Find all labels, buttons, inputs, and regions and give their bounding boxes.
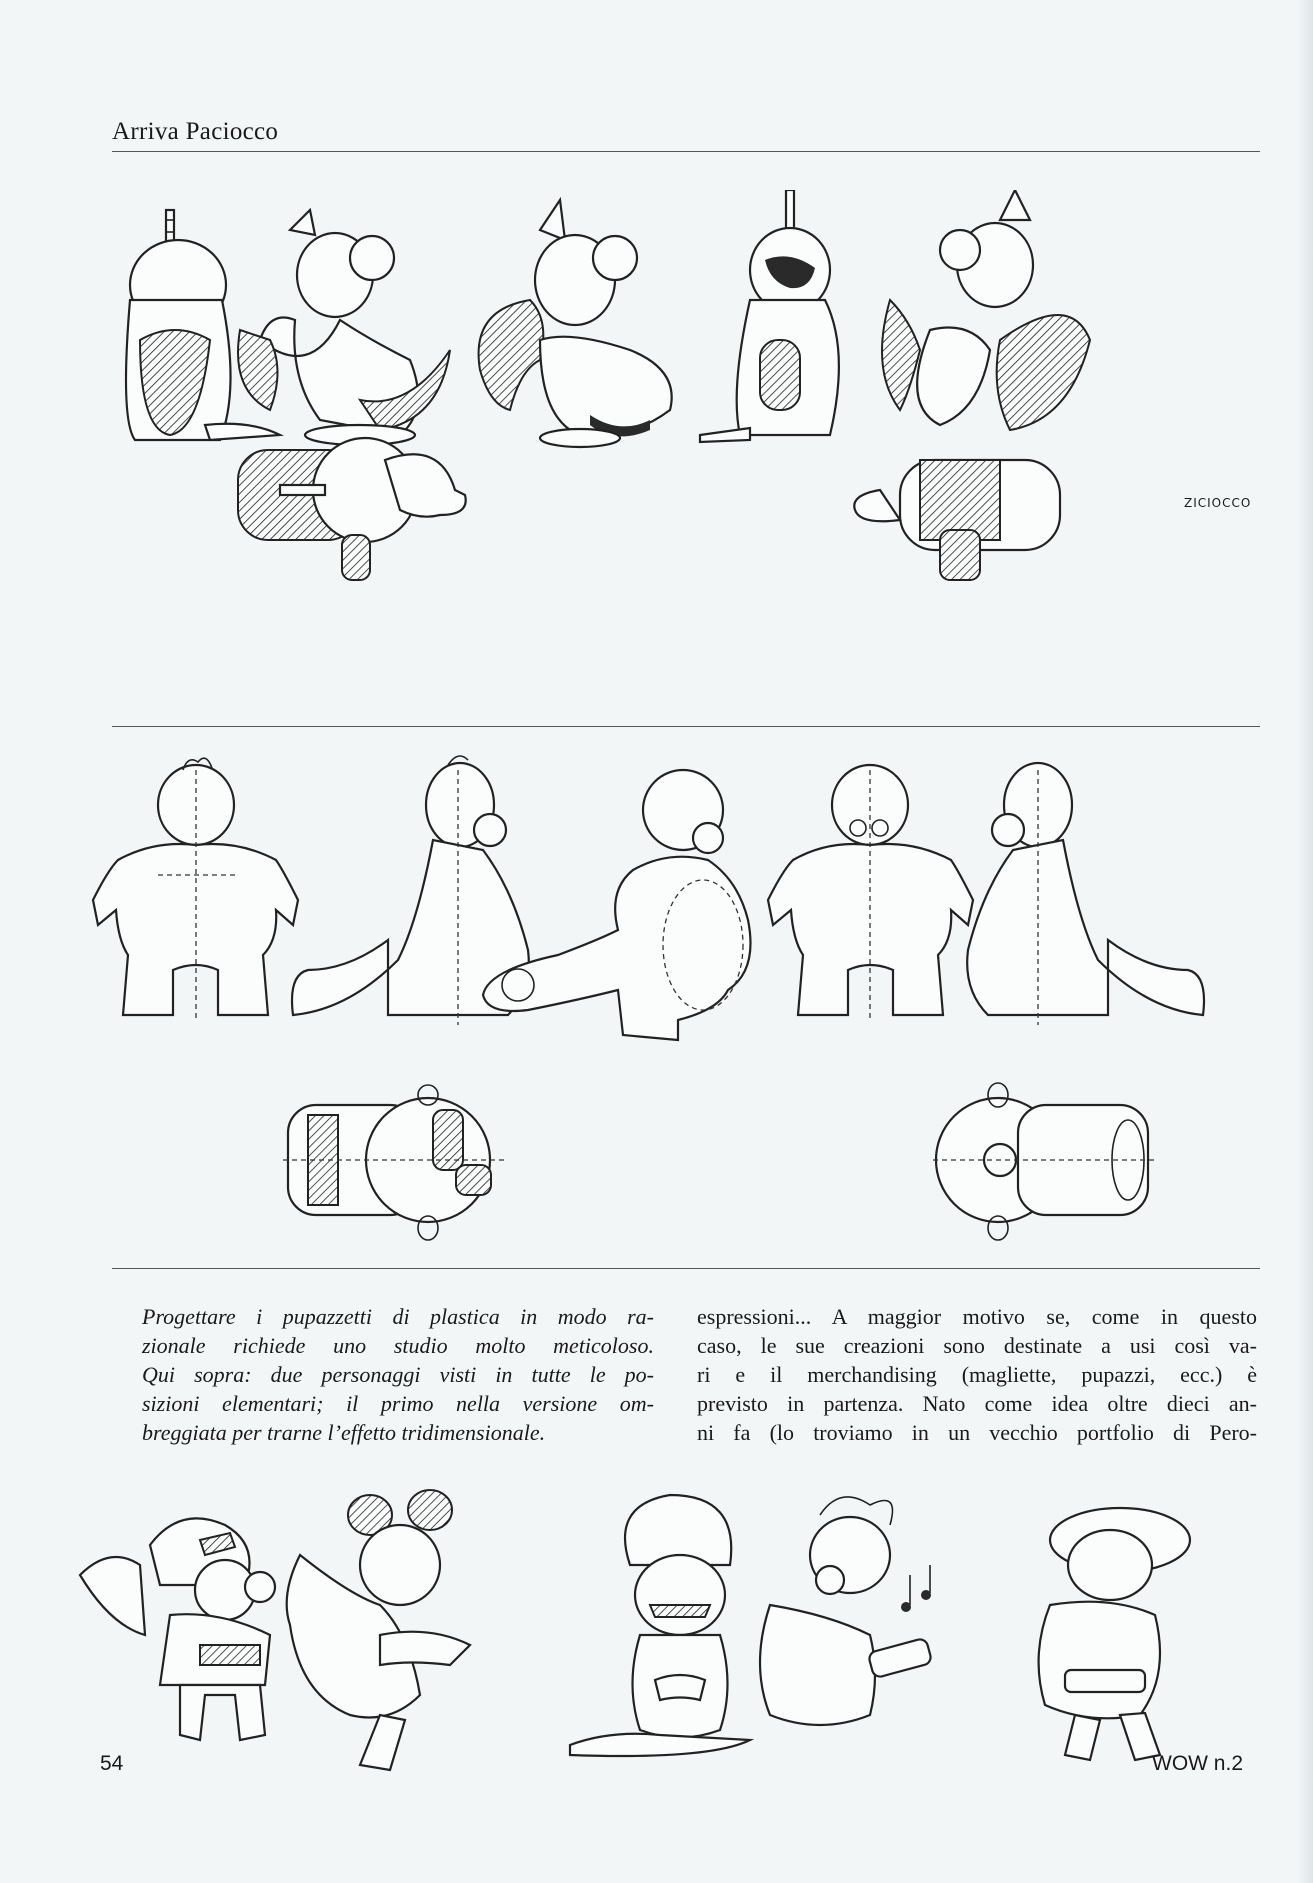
figure-front-outline-2	[768, 765, 973, 1020]
caption-line: breggiata per trarne l’effetto tridimensionale.	[142, 1420, 546, 1445]
body-line: espressioni... A maggior motivo se, come in questo	[697, 1304, 1257, 1329]
figure-musketeer	[1039, 1508, 1190, 1760]
costume-variants-strip	[50, 1485, 1300, 1775]
body-line: caso, le sue creazioni sono destinate a usi così va-	[697, 1333, 1257, 1358]
caption-line: sizioni elementari; il primo nella versione om-	[142, 1391, 654, 1416]
figure-winter-hat	[80, 1518, 275, 1740]
figure-three-quarter-outline	[483, 770, 751, 1040]
magazine-issue: WOW n.2	[1152, 1752, 1244, 1775]
figure-front-outline	[93, 758, 298, 1020]
figure-back-side-outline	[967, 763, 1204, 1025]
page-number: 54	[100, 1752, 124, 1775]
section-rule-1	[112, 726, 1260, 727]
figure-front-three-quarter-view	[479, 200, 672, 447]
figure-guitar-player	[760, 1497, 932, 1725]
artist-signature: ZICIOCCO	[1184, 496, 1252, 510]
figure-three-quarter-view	[238, 210, 450, 445]
body-line: ni fa (lo troviamo in un vecchio portfolio di Pero-	[697, 1420, 1257, 1445]
body-line: ri e il merchandising (magliette, pupazzi, ecc.) è	[697, 1362, 1257, 1387]
figure-mouse-ears	[287, 1490, 470, 1770]
caption-line: Progettare i pupazzetti di plastica in modo ra-	[142, 1304, 654, 1329]
article-body-column	[697, 1302, 1257, 1447]
line-turnaround-sheet	[88, 740, 1308, 1260]
caption-line: Qui sopra: due personaggi visti in tutte le po-	[142, 1362, 654, 1387]
figure-profile-view	[882, 190, 1090, 430]
caption-line: zionale richiede uno studio molto meticoloso.	[142, 1333, 654, 1358]
figure-plan-view-left	[283, 1085, 508, 1240]
figure-bottom-view-right	[854, 460, 1060, 580]
figure-side-back-view	[700, 190, 839, 442]
section-rule-2	[112, 1268, 1260, 1269]
body-line: previsto in partenza. Nato come idea oltre dieci an-	[697, 1391, 1257, 1416]
figure-plan-view-right	[933, 1083, 1158, 1240]
figure-caption	[142, 1302, 654, 1447]
figure-bearskin-guard	[570, 1495, 750, 1756]
figure-top-view-left	[238, 438, 466, 580]
header-rule	[112, 151, 1260, 152]
shaded-turnaround-sheet	[110, 190, 1270, 730]
figure-back-view	[126, 210, 280, 440]
running-head: Arriva Paciocco	[112, 118, 279, 145]
